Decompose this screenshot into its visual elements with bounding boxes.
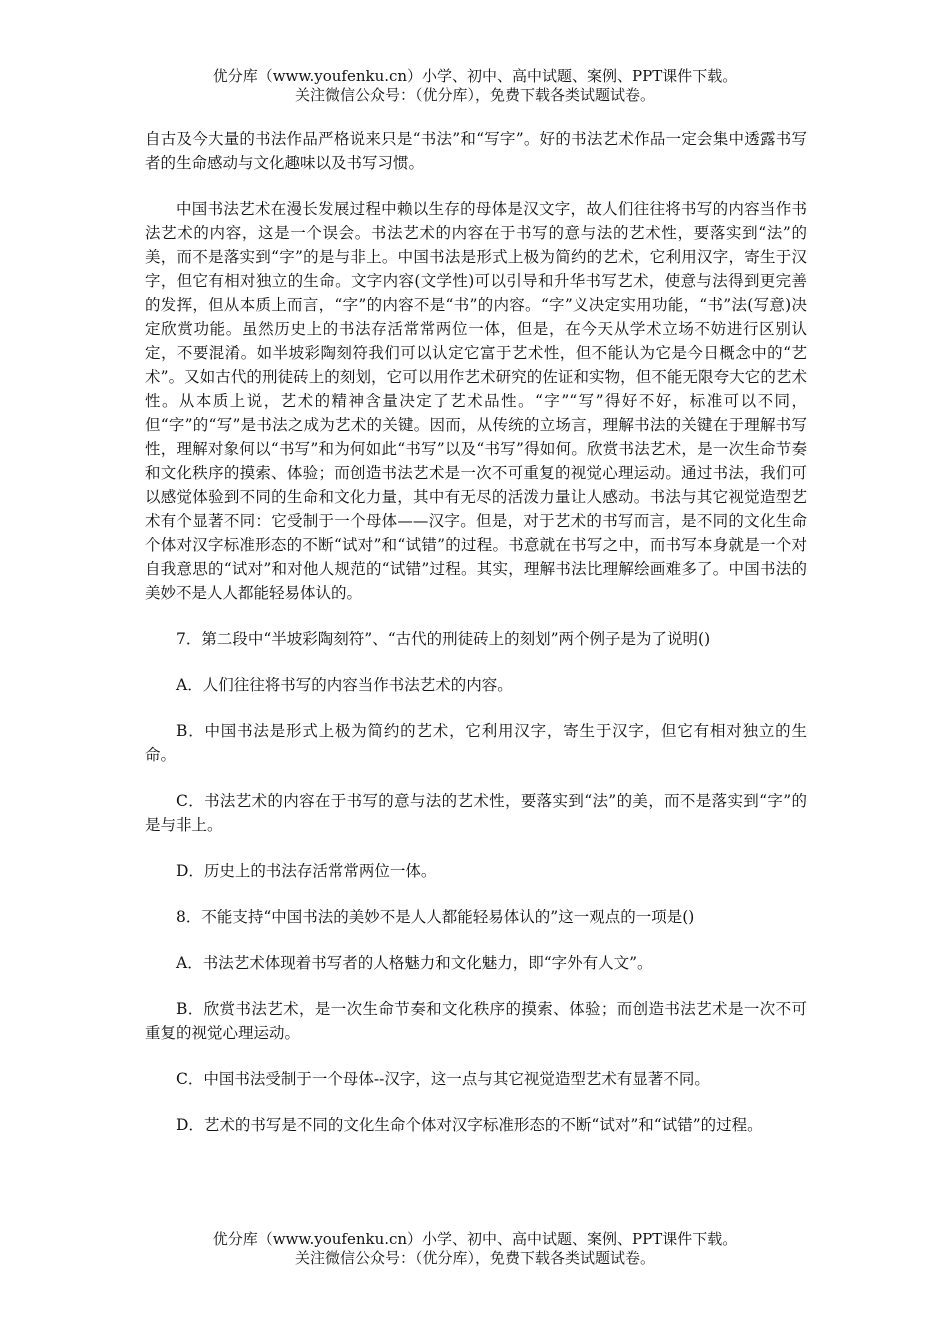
page-footer (0, 1230, 950, 1268)
footer-line-2: 关注微信公众号：（优分库），免费下载各类试题试卷。 (294, 1249, 655, 1267)
question-7-option-a: A．人们往往将书写的内容当作书法艺术的内容。 (176, 676, 513, 694)
question-7-stem: 7．第二段中“半坡彩陶刻符”、“古代的刑徒砖上的刻划”两个例子是为了说明() (176, 630, 711, 648)
question-7-option-d: D．历史上的书法存活常常两位一体。 (176, 862, 437, 880)
question-8-option-c: C．中国书法受制于一个母体--汉字，这一点与其它视觉造型艺术有显著不同。 (176, 1070, 710, 1088)
header-line-2: 关注微信公众号：（优分库），免费下载各类试题试卷。 (294, 86, 655, 104)
question-8-option-b: B．欣赏书法艺术，是一次生命节奏和文化秩序的摸索、体验；而创造书法艺术是一次不可重复的视觉心理运动。 (145, 1000, 807, 1042)
question-8-stem: 8．不能支持“中国书法的美妙不是人人都能轻易体认的”这一观点的一项是() (176, 908, 695, 926)
document-body (145, 127, 807, 1137)
footer-line-1: 优分库（www.youfenku.cn）小学、初中、高中试题、案例、PPT课件下载。 (212, 1230, 738, 1248)
body-paragraph-1: 自古及今大量的书法作品严格说来只是“书法”和“写字”。好的书法艺术作品一定会集中透露书写者的生命感动与文化趣味以及书写习惯。 (145, 130, 807, 172)
question-8-option-a: A．书法艺术体现着书写者的人格魅力和文化魅力，即“字外有人文”。 (176, 954, 653, 972)
question-7-option-b: B．中国书法是形式上极为简约的艺术，它利用汉字，寄生于汉字，但它有相对独立的生命。 (145, 722, 807, 764)
page-header (0, 67, 950, 105)
question-8-option-d: D．艺术的书写是不同的文化生命个体对汉字标准形态的不断“试对”和“试错”的过程。 (176, 1116, 763, 1134)
header-line-1: 优分库（www.youfenku.cn）小学、初中、高中试题、案例、PPT课件下载。 (212, 67, 738, 85)
question-7-option-c: C．书法艺术的内容在于书写的意与法的艺术性，要落实到“法”的美，而不是落实到“字”的是与非上。 (145, 792, 807, 834)
body-paragraph-2: 中国书法艺术在漫长发展过程中赖以生存的母体是汉文字，故人们往往将书写的内容当作书法艺术的内容，这是一个误会。书法艺术的内容在于书写的意与法的艺术性，要落实到“法”的美，而不是落实到“字”的是与非上。中国书法是形式上极为简约的艺术，它利用汉字，寄生于汉字，但它有相对独立的生命。文字内容(文学性)可以引导和升华书写艺术，使意与法得到更完善的发挥，但从本质上而言，“字”的内容不是“书”的内容。“字”义决定实用功能，“书”法(写意)决定欣赏功能。虽然历史上的书法存活常常两位一体，但是，在今天从学术立场不妨进行区别认定，不要混淆。如半坡彩陶刻符我们可以认定它富于艺术性，但不能认为它是今日概念中的“艺术”。又如古代的刑徒砖上的刻划，它可以用作艺术研究的佐证和实物，但不能无限夸大它的艺术性。从本质上说，艺术的精神含量决定了艺术品性。“字”“写”得好不好，标准可以不同，但“字”的“写”是书法之成为艺术的关键。因而，从传统的立场言，理解书法的关键在于理解书写性，理解对象何以“书写”和为何如此“书写”以及“书写”得如何。欣赏书法艺术，是一次生命节奏和文化秩序的摸索、体验；而创造书法艺术是一次不可重复的视觉心理运动。通过书法，我们可以感觉体验到不同的生命和文化力量，其中有无尽的活泼力量让人感动。书法与其它视觉造型艺术有个显著不同：它受制于一个母体——汉字。但是，对于艺术的书写而言，是不同的文化生命个体对汉字标准形态的不断“试对”和“试错”的过程。书意就在书写之中，而书写本身就是一个对自我意思的“试对”和对他人规范的“试错”过程。其实，理解书法比理解绘画难多了。中国书法的美妙不是人人都能轻易体认的。 (145, 200, 807, 602)
